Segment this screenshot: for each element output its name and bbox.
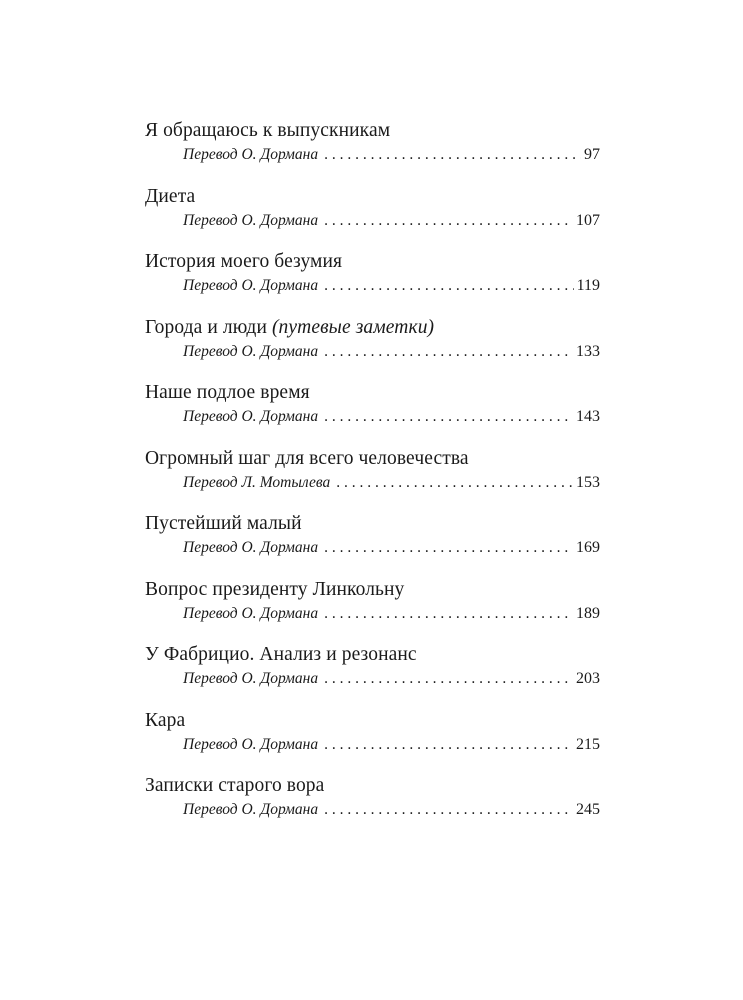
entry-title-text: Записки старого вора [145,775,325,796]
page-number: 107 [576,211,600,229]
page-number: 97 [584,146,600,163]
entry-title-text: Вопрос президенту Линкольну [145,578,405,600]
entry-title [145,773,600,799]
page-number: 203 [576,670,600,687]
dot-leader [324,275,573,297]
page-number: 119 [576,277,600,294]
translator-credit: Перевод О. Дормана [183,604,319,622]
entry-translator-line [183,406,600,428]
entry-title [145,380,600,406]
entry-translator-line [183,734,600,756]
toc-entry [145,708,600,774]
entry-title [145,577,600,603]
dot-leader [324,210,573,232]
entry-translator-line [183,210,600,232]
entry-title [145,118,600,144]
entry-title-text: Огромный шаг для всего человечества [145,447,469,469]
toc-entry [145,315,600,381]
dot-leader [324,537,573,559]
translator-credit: Перевод О. Дормана [183,801,319,818]
toc-entry [145,446,600,512]
dot-leader [336,472,573,494]
dot-leader [324,799,573,821]
entry-title [145,315,600,341]
dot-leader [324,341,573,363]
page-number: 189 [576,604,600,622]
table-of-contents [145,118,600,839]
dot-leader [324,603,573,625]
entry-title [145,511,600,537]
translator-credit: Перевод Л. Мотылева [183,473,331,491]
entry-translator-line [183,144,600,166]
entry-title-text: Пустейший малый [145,513,302,534]
translator-credit: Перевод О. Дормана [183,277,319,294]
translator-credit: Перевод О. Дормана [183,408,319,425]
entry-title-text: Наше подлое время [145,382,310,403]
toc-entry [145,577,600,643]
page-number: 143 [576,408,600,425]
translator-credit: Перевод О. Дормана [183,735,319,753]
entry-translator-line [183,341,600,363]
toc-entry [145,642,600,708]
entry-title [145,184,600,210]
page-number: 215 [576,735,600,753]
dot-leader [324,668,573,690]
entry-title-text: Диета [145,185,196,207]
entry-title [145,249,600,275]
entry-title [145,446,600,472]
page-number: 245 [576,801,600,818]
entry-title-text: Кара [145,709,186,731]
entry-translator-line [183,603,600,625]
entry-translator-line [183,537,600,559]
toc-entry [145,184,600,250]
toc-entry [145,380,600,446]
translator-credit: Перевод О. Дормана [183,211,319,229]
entry-title [145,642,600,668]
page-number: 169 [576,539,600,556]
toc-entry [145,773,600,839]
entry-title-text: У Фабрицио. Анализ и резонанс [145,644,417,665]
toc-entry [145,511,600,577]
toc-entry [145,249,600,315]
translator-credit: Перевод О. Дормана [183,539,319,556]
entry-title-text: История моего безумия [145,251,343,272]
toc-entry [145,118,600,184]
entry-subtitle: (путевые заметки) [271,316,435,338]
entry-translator-line [183,668,600,690]
translator-credit: Перевод О. Дормана [183,342,319,360]
entry-translator-line [183,275,600,297]
dot-leader [324,144,581,166]
dot-leader [324,734,573,756]
entry-title-text: Я обращаюсь к выпускникам [145,120,391,141]
page-number: 133 [576,342,600,360]
dot-leader [324,406,573,428]
entry-title [145,708,600,734]
translator-credit: Перевод О. Дормана [183,146,319,163]
translator-credit: Перевод О. Дормана [183,670,319,687]
entry-title-text: Города и люди [145,316,272,338]
entry-translator-line [183,799,600,821]
entry-translator-line [183,472,600,494]
page-number: 153 [576,473,600,491]
